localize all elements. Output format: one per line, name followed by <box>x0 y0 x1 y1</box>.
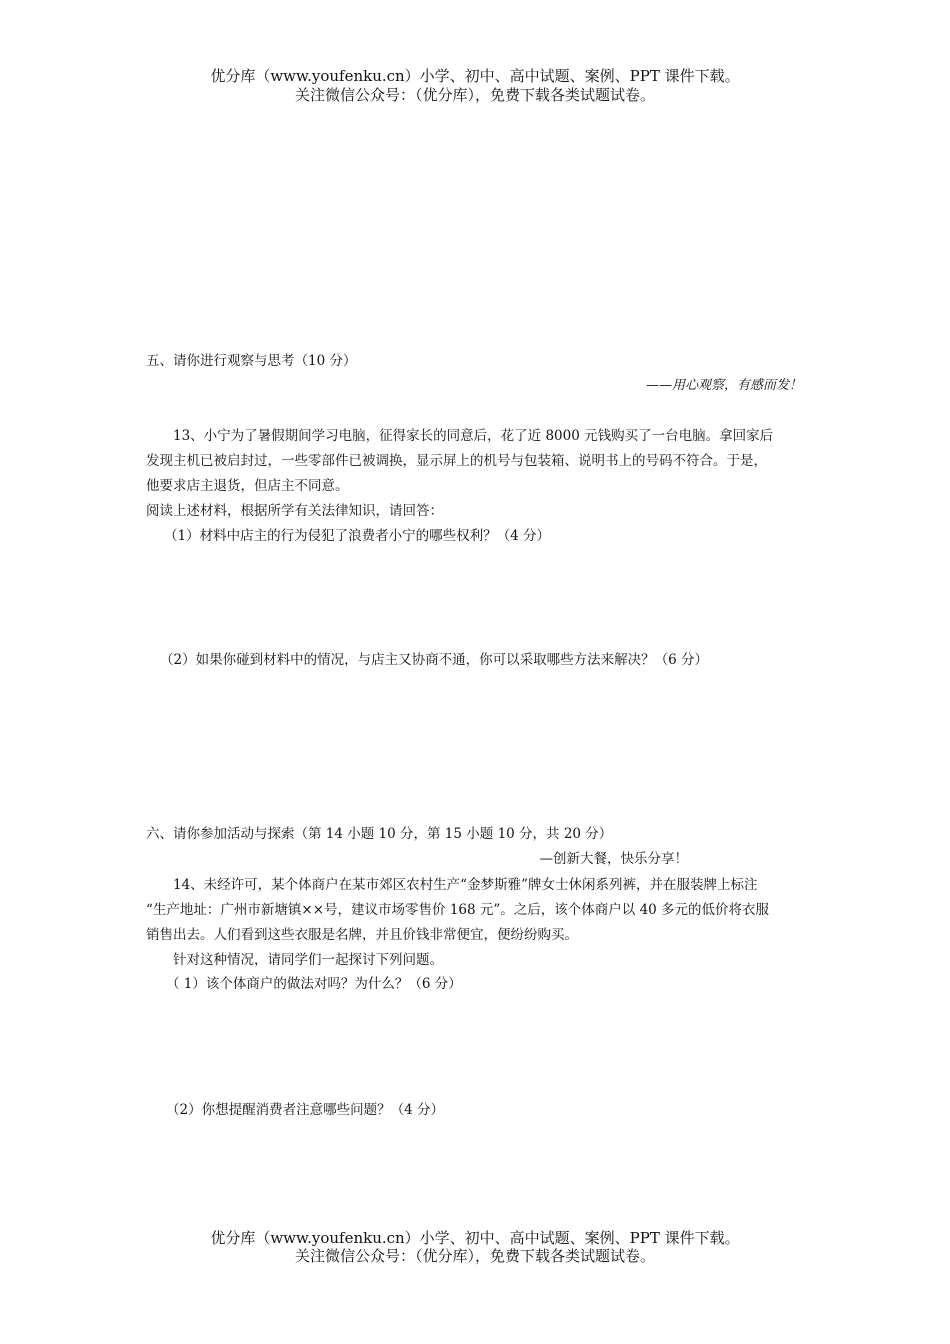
section-6-motto: —创新大餐，快乐分享！ <box>539 851 688 867</box>
q13-instruction: 阅读上述材料，根据所学有关法律知识，请回答： <box>146 503 443 519</box>
section-6-title: 六、请你参加活动与探索（第 14 小题 10 分，第 15 小题 10 分，共 20 分） <box>146 826 613 842</box>
q14-subquestion-1: （ 1）该个体商户的做法对吗？为什么？（6 分） <box>166 976 462 992</box>
header-line-2: 关注微信公众号：（优分库），免费下载各类试题试卷。 <box>294 86 655 104</box>
q13-paragraph-line-1: 13、小宁为了暑假期间学习电脑，征得家长的同意后，花了近 8000 元钱购买了一台电脑。拿回家后 <box>173 428 774 444</box>
q14-paragraph-line-3: 销售出去。人们看到这些衣服是名牌，并且价钱非常便宜，便纷纷购买。 <box>146 927 578 943</box>
q14-instruction: 针对这种情况，请同学们一起探讨下列问题。 <box>173 952 443 968</box>
q13-subquestion-1: （1）材料中店主的行为侵犯了浪费者小宁的哪些权利？（4 分） <box>164 528 550 544</box>
q14-subquestion-2: （2）你想提醒消费者注意哪些问题？（4 分） <box>166 1102 444 1118</box>
q13-paragraph-line-3: 他要求店主退货，但店主不同意。 <box>146 478 349 494</box>
footer-line-1: 优分库（www.youfenku.cn）小学、初中、高中试题、案例、PPT 课件下载。 <box>210 1229 740 1247</box>
header-line-1: 优分库（www.youfenku.cn）小学、初中、高中试题、案例、PPT 课件下载。 <box>210 67 740 85</box>
q14-paragraph-line-1: 14、未经许可，某个体商户在某市郊区农村生产“金梦斯雅”牌女士休闲系列裤，并在服装牌上标注 <box>173 877 758 893</box>
q13-subquestion-2: （2）如果你碰到材料中的情况，与店主又协商不通，你可以采取哪些方法来解决？（6 分） <box>160 652 708 668</box>
q14-paragraph-line-2: “生产地址：广州市新塘镇××号，建议市场零售价 168 元”。之后，该个体商户以 40 多元的低价将衣服 <box>146 902 770 918</box>
footer-line-2: 关注微信公众号：（优分库），免费下载各类试题试卷。 <box>294 1247 655 1265</box>
q13-paragraph-line-2: 发现主机已被启封过，一些零部件已被调换，显示屏上的机号与包装箱、说明书上的号码不符合。于是， <box>146 453 767 469</box>
section-5-title: 五、请你进行观察与思考（10 分） <box>146 353 357 369</box>
section-5-motto: ——用心观察，有感而发！ <box>645 378 802 393</box>
